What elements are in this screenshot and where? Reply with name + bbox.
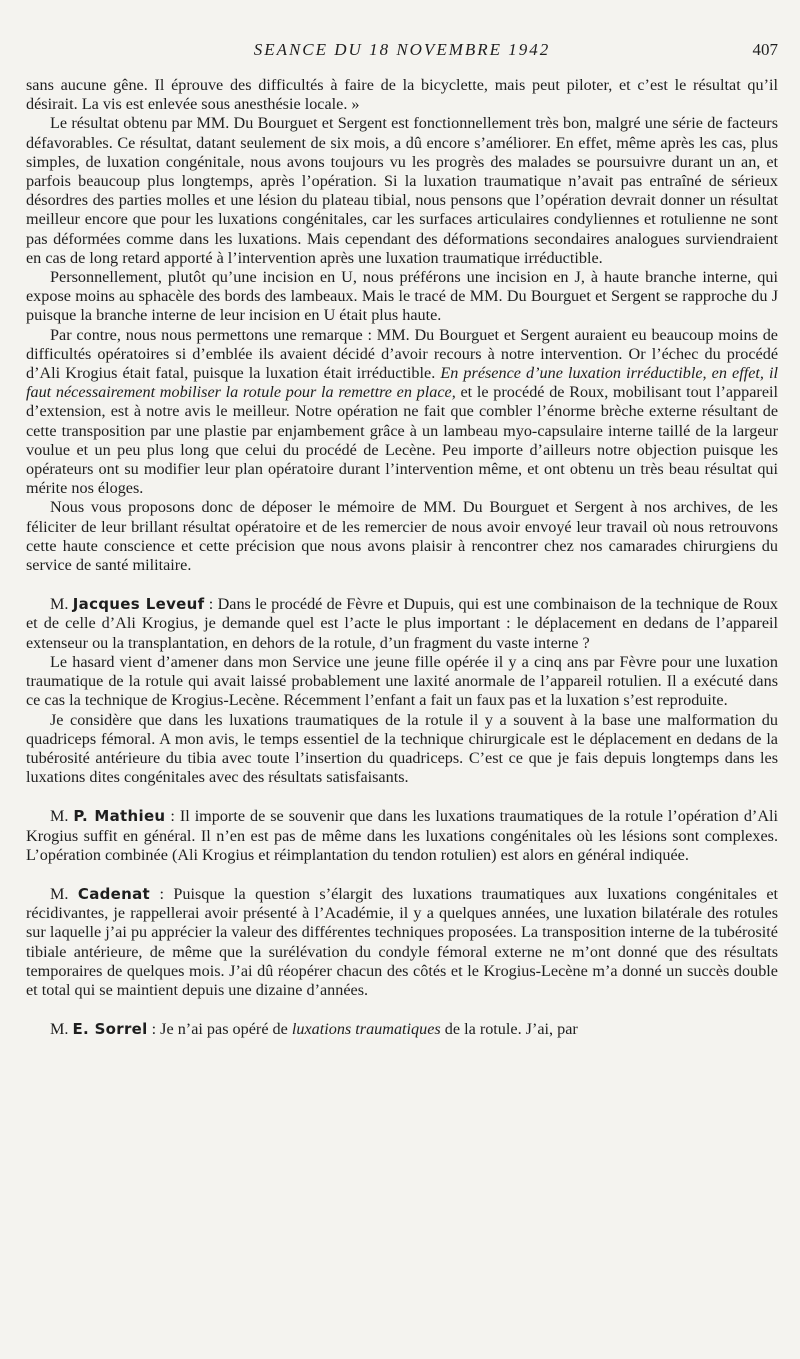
paragraph bbox=[26, 326, 778, 499]
speaker-prefix: M. bbox=[50, 807, 69, 826]
paragraph: Personnellement, plutôt qu’une incision en U, nous préférons une incision en J, à haute branche interne, qui expose moins au sphacèle des bords des lambeaux. Mais le tracé de MM. Du Bourguet et Sergent se rapproche du J puisque la branche interne de leur incision en U était plus haute. bbox=[26, 268, 778, 325]
speaker-paragraph-sorrel bbox=[26, 1020, 778, 1039]
speaker-name: E. Sorrel bbox=[72, 1020, 148, 1039]
speaker-name: Cadenat bbox=[77, 884, 151, 903]
page-number: 407 bbox=[752, 40, 778, 59]
speaker-name: Jacques Leveuf bbox=[72, 595, 205, 614]
paragraph-text: de la rotule. J’ai, par bbox=[440, 1020, 578, 1039]
header-title: SEANCE DU 18 NOVEMBRE 1942 bbox=[253, 40, 551, 59]
paragraph: Je considère que dans les luxations traumatiques de la rotule il y a souvent à la base une malformation du quadriceps fémoral. A mon avis, le temps essentiel de la technique chirurgicale est le déplacement en dedans de la tubérosité antérieure du tibia avec toute l’insertion du quadriceps. C’est ce que je fais depuis longtemps dans les luxations dites congénitales avec des résultats satisfaisants. bbox=[26, 710, 778, 787]
paragraph-text: et le procédé de Roux, mobilisant tout l’appareil d’extension, est à notre avis le meilleur. Notre opération ne fait que combler l’énorme brèche externe résultant de cette transposition par une plastie par enjambement grâce à un lambeau myo-capsulaire interne taillé de la largeur voulue et un peu plus long que celui du procédé de Lecène. Peu importe d’ailleurs notre objection puisque les opérateurs ont su modifier leur plan opératoire durant l’intervention même, et ont obtenu un très beau résultat qui mérite nos éloges. bbox=[26, 383, 778, 498]
paragraph-text: : Il importe de se souvenir que dans les luxations traumatiques de la rotule l’opération d’Ali Krogius suffit en général. Il n’en est pas de même dans les luxations congénitales où les lésions sont complexes. L’opération combinée (Ali Krogius et réimplantation du tendon rotulien) est alors en général indiquée. bbox=[26, 807, 779, 864]
paragraph-text: : Je n’ai pas opéré de bbox=[147, 1020, 292, 1039]
paragraph-text: : Dans le procédé de Fèvre et Dupuis, qui est une combinaison de la technique de Roux et de celle d’Ali Krogius, je demande quel est l’acte le plus important : le déplacement en dedans de l’appareil extenseur ou la transplantation, en dehors de la rotule, d’un fragment du vaste interne ? bbox=[26, 595, 779, 652]
paragraph-text: Par contre, nous nous permettons une remarque : MM. Du Bourguet et Sergent auraient eu beaucoup moins de difficultés opératoires si d’emblée ils avaient décidé d’avoir recours à notre intervention. Or l’échec du procédé d’Ali Krogius était fatal, puisque la luxation était irréductible. bbox=[26, 325, 778, 383]
paragraph: Nous vous proposons donc de déposer le mémoire de MM. Du Bourguet et Sergent à nos archives, de les féliciter de leur brillant résultat opératoire et de les remercier de nous avoir envoyé leur travail où nous retrouvons cette haute conscience et cette précision que nous avons plaisir à rencontrer chez nos camarades chirurgiens du service de santé militaire. bbox=[26, 498, 778, 575]
italic-emphasis: luxations traumatiques bbox=[291, 1020, 441, 1039]
speaker-paragraph-mathieu bbox=[26, 807, 778, 865]
speaker-paragraph-leveuf bbox=[26, 595, 778, 653]
speaker-prefix: M. bbox=[50, 884, 69, 903]
paragraph: Le résultat obtenu par MM. Du Bourguet et Sergent est fonctionnellement très bon, malgré une série de facteurs défavorables. Ce résultat, datant seulement de six mois, a dû encore s’améliorer. En effet, même après les cas, plus simples, de luxation congénitale, nous avons toujours vu les progrès des malades se poursuivre durant un an, et parfois beaucoup plus longtemps, après l’opération. Si la luxation traumatique n’avait pas entraîné de sérieux désordres des parties molles et une lésion du plateau tibial, nous pensons que l’opération devrait donner un résultat meilleur encore que pour les luxations congénitales, car les surfaces articulaires condyliennes et rotulienne ne sont pas déformées comme dans les luxations. Mais cependant des déformations secondaires analogues surviendraient en cas de long retard apporté à l’intervention après une luxation traumatique irréductible. bbox=[26, 114, 778, 267]
paragraph: Le hasard vient d’amener dans mon Service une jeune fille opérée il y a cinq ans par Fèvre pour une luxation traumatique de la rotule qui avait laissé probablement une laxité anormale de l’appareil rotulien. Il a exécuté dans ce cas la technique de Krogius-Lecène. Récemment l’enfant a fait un faux pas et la luxation s’est reproduite. bbox=[26, 652, 778, 710]
running-header bbox=[26, 40, 778, 66]
paragraph: sans aucune gêne. Il éprouve des difficultés à faire de la bicyclette, mais peut piloter, et c’est le résultat qu’il désirait. La vis est enlevée sous anesthésie locale. » bbox=[26, 76, 778, 114]
speaker-prefix: M. bbox=[50, 595, 69, 614]
body-text bbox=[26, 76, 778, 1039]
italic-emphasis: En présence d’une luxation irréductible, en effet, il faut nécessairement mobiliser la rotule pour la remettre en place, bbox=[26, 364, 779, 402]
speaker-prefix: M. bbox=[50, 1020, 69, 1039]
speaker-name: P. Mathieu bbox=[73, 807, 166, 826]
paragraph-text: : Puisque la question s’élargit des luxations traumatiques aux luxations congénitales et récidivantes, je rappellerai avoir présenté à l’Académie, il y a quelques années, une luxation bilatérale des rotules sur laquelle j’ai pu apprécier la valeur des différentes techniques proposées. La transposition interne de la tubérosité tibiale antérieure, de même que la surélévation du condyle fémoral externe ne m’ont donné que des résultats temporaires de quelques mois. J’ai dû réopérer chacun des côtés et le Krogius-Lecène m’a donné un succès double et total qui se maintient depuis une dizaine d’années. bbox=[26, 884, 779, 999]
speaker-paragraph-cadenat bbox=[26, 885, 778, 1000]
